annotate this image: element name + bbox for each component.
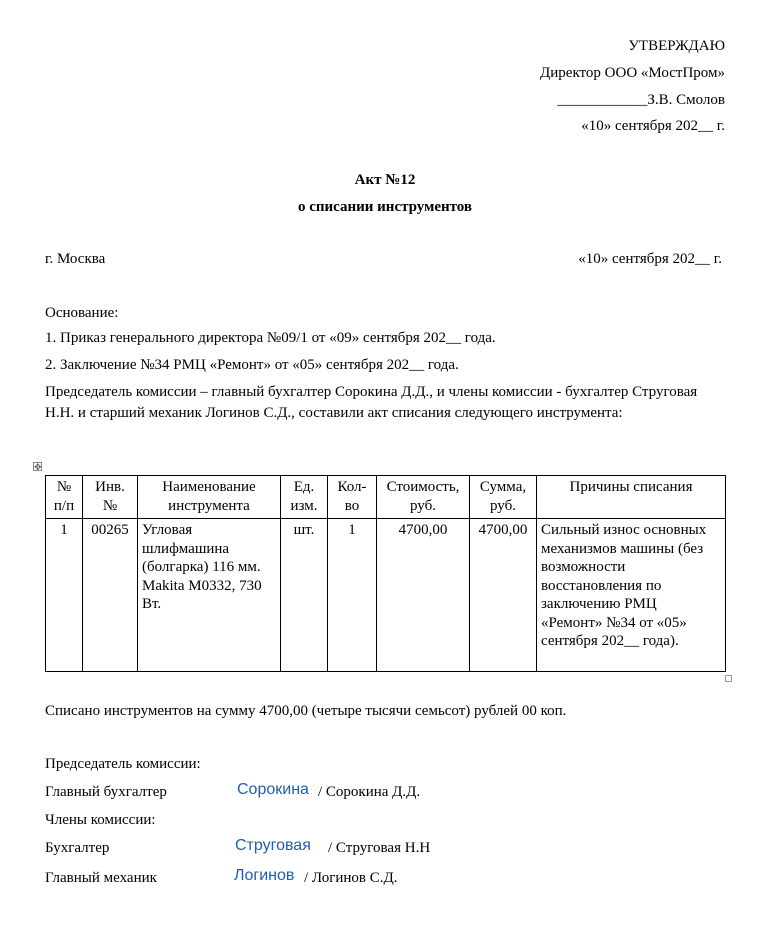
header-sum: Сумма, руб. <box>470 476 537 519</box>
chair-role: Главный бухгалтер <box>45 784 167 800</box>
members-heading: Члены комиссии: <box>45 812 156 828</box>
chair-signature: Сорокина <box>237 781 309 798</box>
cell-unit: шт. <box>281 519 328 672</box>
basis-item-1: 1. Приказ генерального директора №09/1 от «09» сентября 202__ года. <box>45 330 496 346</box>
approval-director: Директор ООО «МостПром» <box>540 65 725 81</box>
cell-sum: 4700,00 <box>470 519 537 672</box>
city: г. Москва <box>45 251 106 267</box>
approval-date: «10» сентября 202__ г. <box>581 118 725 134</box>
member2-signature: Логинов <box>234 867 295 884</box>
document-date: «10» сентября 202__ г. <box>578 251 722 267</box>
cell-inv: 00265 <box>83 519 138 672</box>
header-qty: Кол-во <box>328 476 377 519</box>
table-header-row <box>46 476 726 519</box>
basis-item-2: 2. Заключение №34 РМЦ «Ремонт» от «05» сентября 202__ года. <box>45 357 459 373</box>
member1-signature: Струговая <box>235 837 311 854</box>
cell-name: Угловая шлифмашина (болгарка) 116 мм. Makita M0332, 730 Вт. <box>138 519 281 672</box>
commission-text: Председатель комиссии – главный бухгалтер Сорокина Д.Д., и члены комиссии - бухгалтер Струговая Н.Н. и старший механик Логинов С.Д., составили акт списания следующего инструмента: <box>45 384 698 421</box>
header-num: № п/п <box>46 476 83 519</box>
cell-qty: 1 <box>328 519 377 672</box>
document-subtitle: о списании инструментов <box>297 199 473 215</box>
header-reason: Причины списания <box>537 476 726 519</box>
cell-reason: Сильный износ основных механизмов машины (без возможности восстановления по заключению РМЦ «Ремонт» №34 от «05» сентября 202__ года). <box>537 519 726 672</box>
summary-text: Списано инструментов на сумму 4700,00 (четыре тысячи семьсот) рублей 00 коп. <box>45 703 567 719</box>
items-table <box>45 475 726 672</box>
header-name: Наименование инструмента <box>138 476 281 519</box>
approval-signature-line: ____________З.В. Смолов <box>557 92 725 108</box>
header-unit: Ед. изм. <box>281 476 328 519</box>
cell-num: 1 <box>46 519 83 672</box>
table-resize-handle[interactable] <box>725 675 732 682</box>
basis-heading: Основание: <box>45 305 119 321</box>
header-inv: Инв. № <box>83 476 138 519</box>
chair-heading: Председатель комиссии: <box>45 756 201 772</box>
document-title: Акт №12 <box>354 172 416 188</box>
member2-name: / Логинов С.Д. <box>304 870 398 886</box>
header-cost: Стоимость, руб. <box>377 476 470 519</box>
member1-role: Бухгалтер <box>45 840 110 856</box>
approval-heading: УТВЕРЖДАЮ <box>628 38 725 54</box>
member2-role: Главный механик <box>45 870 157 886</box>
chair-name: / Сорокина Д.Д. <box>318 784 421 800</box>
move-icon[interactable]: ✥ <box>34 462 42 472</box>
member1-name: / Струговая Н.Н <box>328 840 431 856</box>
cell-cost: 4700,00 <box>377 519 470 672</box>
table-row <box>46 519 726 672</box>
